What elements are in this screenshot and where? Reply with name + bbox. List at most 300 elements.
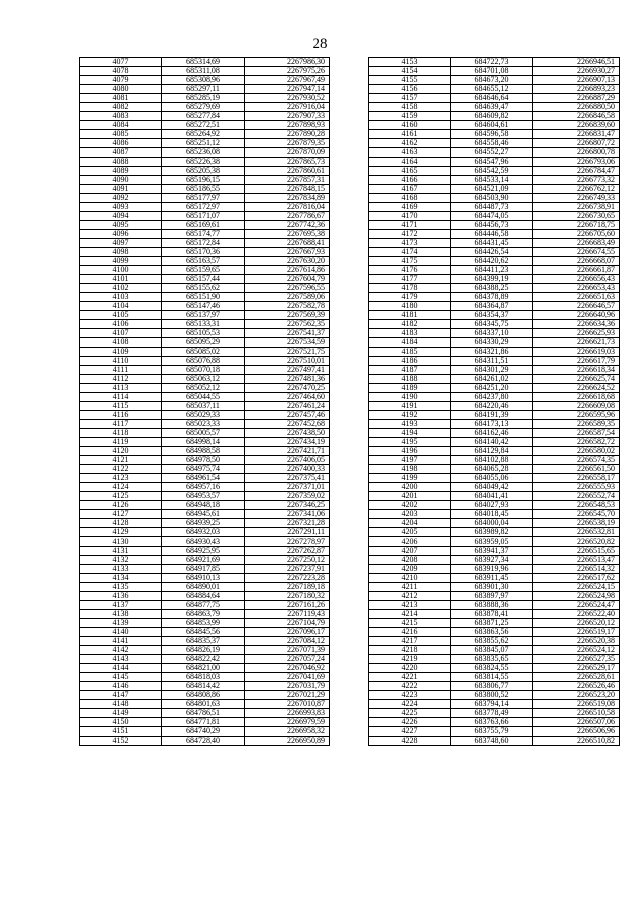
table-row — [369, 329, 620, 338]
y-coordinate-cell: 2267457,46 — [245, 410, 330, 419]
y-coordinate-cell: 2266548,53 — [533, 501, 620, 510]
point-number-cell: 4188 — [369, 374, 451, 383]
x-coordinate-cell: 684673,20 — [451, 76, 533, 85]
x-coordinate-cell: 684431,45 — [451, 238, 533, 247]
point-number-cell: 4177 — [369, 275, 451, 284]
y-coordinate-cell: 2267464,60 — [245, 392, 330, 401]
point-number-cell: 4162 — [369, 139, 451, 148]
x-coordinate-cell: 684978,50 — [162, 456, 245, 465]
y-coordinate-cell: 2266831,47 — [533, 130, 620, 139]
table-row — [369, 474, 620, 483]
table-row — [369, 338, 620, 347]
table-row — [80, 510, 330, 519]
x-coordinate-cell: 685005,57 — [162, 428, 245, 437]
x-coordinate-cell: 685095,29 — [162, 338, 245, 347]
table-row — [80, 67, 330, 76]
table-row — [80, 591, 330, 600]
y-coordinate-cell: 2267742,36 — [245, 220, 330, 229]
table-row — [369, 718, 620, 727]
y-coordinate-cell: 2267096,17 — [245, 627, 330, 636]
y-coordinate-cell: 2267071,39 — [245, 646, 330, 655]
x-coordinate-cell: 683835,65 — [451, 655, 533, 664]
y-coordinate-cell: 2267262,87 — [245, 546, 330, 555]
x-coordinate-cell: 685311,08 — [162, 67, 245, 76]
x-coordinate-cell: 684953,57 — [162, 492, 245, 501]
point-number-cell: 4136 — [80, 591, 162, 600]
table-row — [369, 139, 620, 148]
x-coordinate-cell: 684049,42 — [451, 483, 533, 492]
table-row — [369, 627, 620, 636]
point-number-cell: 4214 — [369, 609, 451, 618]
x-coordinate-cell: 685205,38 — [162, 166, 245, 175]
y-coordinate-cell: 2267816,04 — [245, 202, 330, 211]
table-row — [369, 311, 620, 320]
table-row — [369, 709, 620, 718]
x-coordinate-cell: 684998,14 — [162, 437, 245, 446]
x-coordinate-cell: 685314,69 — [162, 58, 245, 67]
point-number-cell: 4128 — [80, 519, 162, 528]
y-coordinate-cell: 2267250,12 — [245, 555, 330, 564]
x-coordinate-cell: 684835,37 — [162, 637, 245, 646]
point-number-cell: 4109 — [80, 347, 162, 356]
y-coordinate-cell: 2266656,43 — [533, 275, 620, 284]
y-coordinate-cell: 2267291,11 — [245, 528, 330, 537]
x-coordinate-cell: 683778,49 — [451, 709, 533, 718]
table-row — [80, 211, 330, 220]
point-number-cell: 4210 — [369, 573, 451, 582]
point-number-cell: 4143 — [80, 655, 162, 664]
y-coordinate-cell: 2266545,70 — [533, 510, 620, 519]
table-row — [80, 112, 330, 121]
x-coordinate-cell: 685169,61 — [162, 220, 245, 229]
y-coordinate-cell: 2266532,81 — [533, 528, 620, 537]
table-row — [80, 709, 330, 718]
point-number-cell: 4187 — [369, 365, 451, 374]
x-coordinate-cell: 684818,03 — [162, 673, 245, 682]
table-row — [369, 148, 620, 157]
x-coordinate-cell: 684399,19 — [451, 275, 533, 284]
table-row — [369, 365, 620, 374]
point-number-cell: 4116 — [80, 410, 162, 419]
y-coordinate-cell: 2266640,96 — [533, 311, 620, 320]
point-number-cell: 4141 — [80, 637, 162, 646]
table-row — [369, 528, 620, 537]
y-coordinate-cell: 2266538,19 — [533, 519, 620, 528]
table-row — [369, 646, 620, 655]
table-row — [369, 483, 620, 492]
table-row — [80, 175, 330, 184]
table-row — [80, 718, 330, 727]
y-coordinate-cell: 2266514,32 — [533, 564, 620, 573]
y-coordinate-cell: 2266624,52 — [533, 383, 620, 392]
y-coordinate-cell: 2267046,92 — [245, 664, 330, 673]
y-coordinate-cell: 2266705,60 — [533, 229, 620, 238]
table-row — [369, 546, 620, 555]
y-coordinate-cell: 2267562,35 — [245, 320, 330, 329]
x-coordinate-cell: 684237,80 — [451, 392, 533, 401]
table-row — [369, 691, 620, 700]
x-coordinate-cell: 685159,65 — [162, 266, 245, 275]
point-number-cell: 4207 — [369, 546, 451, 555]
x-coordinate-cell: 684321,86 — [451, 347, 533, 356]
point-number-cell: 4189 — [369, 383, 451, 392]
y-coordinate-cell: 2267589,06 — [245, 293, 330, 302]
point-number-cell: 4183 — [369, 329, 451, 338]
table-row — [369, 664, 620, 673]
y-coordinate-cell: 2266510,82 — [533, 736, 620, 745]
x-coordinate-cell: 684420,62 — [451, 257, 533, 266]
y-coordinate-cell: 2266589,35 — [533, 419, 620, 428]
table-row — [80, 139, 330, 148]
table-row — [80, 347, 330, 356]
y-coordinate-cell: 2267630,20 — [245, 257, 330, 266]
point-number-cell: 4107 — [80, 329, 162, 338]
point-number-cell: 4176 — [369, 266, 451, 275]
point-number-cell: 4193 — [369, 419, 451, 428]
point-number-cell: 4122 — [80, 465, 162, 474]
point-number-cell: 4092 — [80, 193, 162, 202]
point-number-cell: 4146 — [80, 682, 162, 691]
x-coordinate-cell: 684558,46 — [451, 139, 533, 148]
y-coordinate-cell: 2267848,15 — [245, 184, 330, 193]
x-coordinate-cell: 684917,85 — [162, 564, 245, 573]
x-coordinate-cell: 684378,89 — [451, 293, 533, 302]
point-number-cell: 4110 — [80, 356, 162, 365]
table-row — [80, 682, 330, 691]
table-row — [369, 103, 620, 112]
table-row — [80, 492, 330, 501]
y-coordinate-cell: 2267021,29 — [245, 691, 330, 700]
table-row — [80, 58, 330, 67]
x-coordinate-cell: 685170,36 — [162, 247, 245, 256]
table-row — [80, 700, 330, 709]
x-coordinate-cell: 685186,55 — [162, 184, 245, 193]
table-row — [80, 202, 330, 211]
y-coordinate-cell: 2266617,79 — [533, 356, 620, 365]
point-number-cell: 4194 — [369, 428, 451, 437]
y-coordinate-cell: 2266510,58 — [533, 709, 620, 718]
x-coordinate-cell: 684801,63 — [162, 700, 245, 709]
point-number-cell: 4086 — [80, 139, 162, 148]
y-coordinate-cell: 2267084,12 — [245, 637, 330, 646]
table-row — [369, 184, 620, 193]
y-coordinate-cell: 2266668,07 — [533, 257, 620, 266]
y-coordinate-cell: 2267041,69 — [245, 673, 330, 682]
point-number-cell: 4087 — [80, 148, 162, 157]
y-coordinate-cell: 2266646,57 — [533, 302, 620, 311]
y-coordinate-cell: 2267434,19 — [245, 437, 330, 446]
point-number-cell: 4105 — [80, 311, 162, 320]
table-row — [369, 591, 620, 600]
x-coordinate-cell: 684930,43 — [162, 537, 245, 546]
x-coordinate-cell: 684018,45 — [451, 510, 533, 519]
point-number-cell: 4201 — [369, 492, 451, 501]
x-coordinate-cell: 685236,08 — [162, 148, 245, 157]
point-number-cell: 4119 — [80, 437, 162, 446]
coordinates-table-right — [368, 57, 620, 746]
y-coordinate-cell: 2266793,06 — [533, 157, 620, 166]
point-number-cell: 4165 — [369, 166, 451, 175]
y-coordinate-cell: 2267695,38 — [245, 229, 330, 238]
table-row — [369, 401, 620, 410]
x-coordinate-cell: 684446,58 — [451, 229, 533, 238]
y-coordinate-cell: 2266529,17 — [533, 664, 620, 673]
y-coordinate-cell: 2266513,47 — [533, 555, 620, 564]
table-row — [80, 546, 330, 555]
x-coordinate-cell: 685297,11 — [162, 85, 245, 94]
table-row — [369, 655, 620, 664]
x-coordinate-cell: 684701,08 — [451, 67, 533, 76]
x-coordinate-cell: 684261,02 — [451, 374, 533, 383]
x-coordinate-cell: 683919,96 — [451, 564, 533, 573]
table-row — [369, 537, 620, 546]
x-coordinate-cell: 685105,53 — [162, 329, 245, 338]
y-coordinate-cell: 2267375,41 — [245, 474, 330, 483]
table-row — [80, 130, 330, 139]
x-coordinate-cell: 685172,97 — [162, 202, 245, 211]
table-row — [80, 419, 330, 428]
point-number-cell: 4206 — [369, 537, 451, 546]
y-coordinate-cell: 2266718,75 — [533, 220, 620, 229]
x-coordinate-cell: 685251,12 — [162, 139, 245, 148]
x-coordinate-cell: 684027,93 — [451, 501, 533, 510]
y-coordinate-cell: 2266634,36 — [533, 320, 620, 329]
point-number-cell: 4093 — [80, 202, 162, 211]
y-coordinate-cell: 2266580,02 — [533, 447, 620, 456]
y-coordinate-cell: 2267870,09 — [245, 148, 330, 157]
table-row — [80, 519, 330, 528]
x-coordinate-cell: 685063,12 — [162, 374, 245, 383]
table-row — [80, 555, 330, 564]
y-coordinate-cell: 2267359,02 — [245, 492, 330, 501]
table-row — [80, 528, 330, 537]
point-number-cell: 4159 — [369, 112, 451, 121]
point-number-cell: 4115 — [80, 401, 162, 410]
table-row — [369, 211, 620, 220]
x-coordinate-cell: 684547,96 — [451, 157, 533, 166]
point-number-cell: 4215 — [369, 618, 451, 627]
point-number-cell: 4138 — [80, 609, 162, 618]
table-row — [369, 428, 620, 437]
x-coordinate-cell: 685285,19 — [162, 94, 245, 103]
y-coordinate-cell: 2266519,08 — [533, 700, 620, 709]
y-coordinate-cell: 2266515,65 — [533, 546, 620, 555]
table-row — [80, 609, 330, 618]
table-row — [80, 311, 330, 320]
x-coordinate-cell: 685226,38 — [162, 157, 245, 166]
x-coordinate-cell: 685172,84 — [162, 238, 245, 247]
table-row — [80, 428, 330, 437]
x-coordinate-cell: 684596,58 — [451, 130, 533, 139]
y-coordinate-cell: 2266524,98 — [533, 591, 620, 600]
point-number-cell: 4077 — [80, 58, 162, 67]
point-number-cell: 4096 — [80, 229, 162, 238]
table-row — [369, 121, 620, 130]
x-coordinate-cell: 683755,79 — [451, 727, 533, 736]
table-row — [369, 419, 620, 428]
point-number-cell: 4171 — [369, 220, 451, 229]
point-number-cell: 4104 — [80, 302, 162, 311]
y-coordinate-cell: 2267604,79 — [245, 275, 330, 284]
x-coordinate-cell: 684426,54 — [451, 247, 533, 256]
x-coordinate-cell: 685023,33 — [162, 419, 245, 428]
x-coordinate-cell: 684646,64 — [451, 94, 533, 103]
table-row — [369, 58, 620, 67]
point-number-cell: 4127 — [80, 510, 162, 519]
x-coordinate-cell: 684487,73 — [451, 202, 533, 211]
x-coordinate-cell: 684129,84 — [451, 447, 533, 456]
table-row — [80, 410, 330, 419]
x-coordinate-cell: 684925,95 — [162, 546, 245, 555]
x-coordinate-cell: 683855,62 — [451, 637, 533, 646]
point-number-cell: 4106 — [80, 320, 162, 329]
y-coordinate-cell: 2266574,35 — [533, 456, 620, 465]
y-coordinate-cell: 2267119,43 — [245, 609, 330, 618]
point-number-cell: 4147 — [80, 691, 162, 700]
x-coordinate-cell: 684411,23 — [451, 266, 533, 275]
x-coordinate-cell: 684162,46 — [451, 428, 533, 437]
y-coordinate-cell: 2267879,35 — [245, 139, 330, 148]
table-row — [80, 148, 330, 157]
table-row — [369, 392, 620, 401]
y-coordinate-cell: 2267497,41 — [245, 365, 330, 374]
table-row — [80, 257, 330, 266]
y-coordinate-cell: 2266800,78 — [533, 148, 620, 157]
table-row — [80, 275, 330, 284]
y-coordinate-cell: 2267161,26 — [245, 600, 330, 609]
table-row — [369, 356, 620, 365]
x-coordinate-cell: 684957,16 — [162, 483, 245, 492]
y-coordinate-cell: 2266625,74 — [533, 374, 620, 383]
x-coordinate-cell: 685029,33 — [162, 410, 245, 419]
point-number-cell: 4133 — [80, 564, 162, 573]
table-row — [80, 401, 330, 410]
y-coordinate-cell: 2267865,73 — [245, 157, 330, 166]
y-coordinate-cell: 2267907,33 — [245, 112, 330, 121]
y-coordinate-cell: 2267278,97 — [245, 537, 330, 546]
point-number-cell: 4102 — [80, 284, 162, 293]
y-coordinate-cell: 2267371,01 — [245, 483, 330, 492]
point-number-cell: 4149 — [80, 709, 162, 718]
table-row — [369, 510, 620, 519]
table-row — [80, 238, 330, 247]
table-row — [80, 600, 330, 609]
point-number-cell: 4098 — [80, 247, 162, 256]
point-number-cell: 4123 — [80, 474, 162, 483]
x-coordinate-cell: 685264,92 — [162, 130, 245, 139]
point-number-cell: 4182 — [369, 320, 451, 329]
x-coordinate-cell: 684474,05 — [451, 211, 533, 220]
x-coordinate-cell: 684808,86 — [162, 691, 245, 700]
point-number-cell: 4225 — [369, 709, 451, 718]
x-coordinate-cell: 684604,61 — [451, 121, 533, 130]
point-number-cell: 4196 — [369, 447, 451, 456]
table-row — [80, 383, 330, 392]
x-coordinate-cell: 684722,73 — [451, 58, 533, 67]
table-row — [369, 564, 620, 573]
y-coordinate-cell: 2267461,24 — [245, 401, 330, 410]
table-row — [369, 220, 620, 229]
table-row — [369, 637, 620, 646]
y-coordinate-cell: 2267534,59 — [245, 338, 330, 347]
y-coordinate-cell: 2266950,89 — [245, 736, 330, 745]
table-row — [369, 383, 620, 392]
y-coordinate-cell: 2267967,49 — [245, 76, 330, 85]
table-row — [369, 492, 620, 501]
point-number-cell: 4101 — [80, 275, 162, 284]
point-number-cell: 4130 — [80, 537, 162, 546]
y-coordinate-cell: 2267975,26 — [245, 67, 330, 76]
point-number-cell: 4132 — [80, 555, 162, 564]
table-row — [80, 284, 330, 293]
x-coordinate-cell: 685174,77 — [162, 229, 245, 238]
table-row — [80, 85, 330, 94]
y-coordinate-cell: 2266993,83 — [245, 709, 330, 718]
point-number-cell: 4173 — [369, 238, 451, 247]
x-coordinate-cell: 684102,88 — [451, 456, 533, 465]
x-coordinate-cell: 684853,99 — [162, 618, 245, 627]
point-number-cell: 4179 — [369, 293, 451, 302]
table-row — [80, 537, 330, 546]
x-coordinate-cell: 683927,34 — [451, 555, 533, 564]
table-row — [80, 266, 330, 275]
point-number-cell: 4088 — [80, 157, 162, 166]
x-coordinate-cell: 685085,02 — [162, 347, 245, 356]
point-number-cell: 4097 — [80, 238, 162, 247]
y-coordinate-cell: 2266730,65 — [533, 211, 620, 220]
point-number-cell: 4190 — [369, 392, 451, 401]
y-coordinate-cell: 2267541,37 — [245, 329, 330, 338]
x-coordinate-cell: 685133,31 — [162, 320, 245, 329]
table-row — [369, 284, 620, 293]
y-coordinate-cell: 2267667,93 — [245, 247, 330, 256]
x-coordinate-cell: 684939,25 — [162, 519, 245, 528]
y-coordinate-cell: 2267223,28 — [245, 573, 330, 582]
x-coordinate-cell: 684822,42 — [162, 655, 245, 664]
x-coordinate-cell: 684890,01 — [162, 582, 245, 591]
point-number-cell: 4118 — [80, 428, 162, 437]
y-coordinate-cell: 2266595,96 — [533, 410, 620, 419]
x-coordinate-cell: 684961,54 — [162, 474, 245, 483]
y-coordinate-cell: 2266958,32 — [245, 727, 330, 736]
y-coordinate-cell: 2266683,49 — [533, 238, 620, 247]
table-row — [369, 202, 620, 211]
x-coordinate-cell: 684975,74 — [162, 465, 245, 474]
x-coordinate-cell: 684521,09 — [451, 184, 533, 193]
x-coordinate-cell: 684609,82 — [451, 112, 533, 121]
x-coordinate-cell: 683941,37 — [451, 546, 533, 555]
table-row — [80, 103, 330, 112]
point-number-cell: 4178 — [369, 284, 451, 293]
point-number-cell: 4202 — [369, 501, 451, 510]
point-number-cell: 4155 — [369, 76, 451, 85]
point-number-cell: 4152 — [80, 736, 162, 745]
table-row — [80, 193, 330, 202]
table-row — [80, 736, 330, 745]
table-row — [369, 673, 620, 682]
x-coordinate-cell: 685308,96 — [162, 76, 245, 85]
point-number-cell: 4224 — [369, 700, 451, 709]
x-coordinate-cell: 685147,46 — [162, 302, 245, 311]
table-row — [369, 266, 620, 275]
point-number-cell: 4114 — [80, 392, 162, 401]
point-number-cell: 4117 — [80, 419, 162, 428]
x-coordinate-cell: 685044,55 — [162, 392, 245, 401]
x-coordinate-cell: 685177,97 — [162, 193, 245, 202]
point-number-cell: 4142 — [80, 646, 162, 655]
y-coordinate-cell: 2266507,06 — [533, 718, 620, 727]
point-number-cell: 4199 — [369, 474, 451, 483]
